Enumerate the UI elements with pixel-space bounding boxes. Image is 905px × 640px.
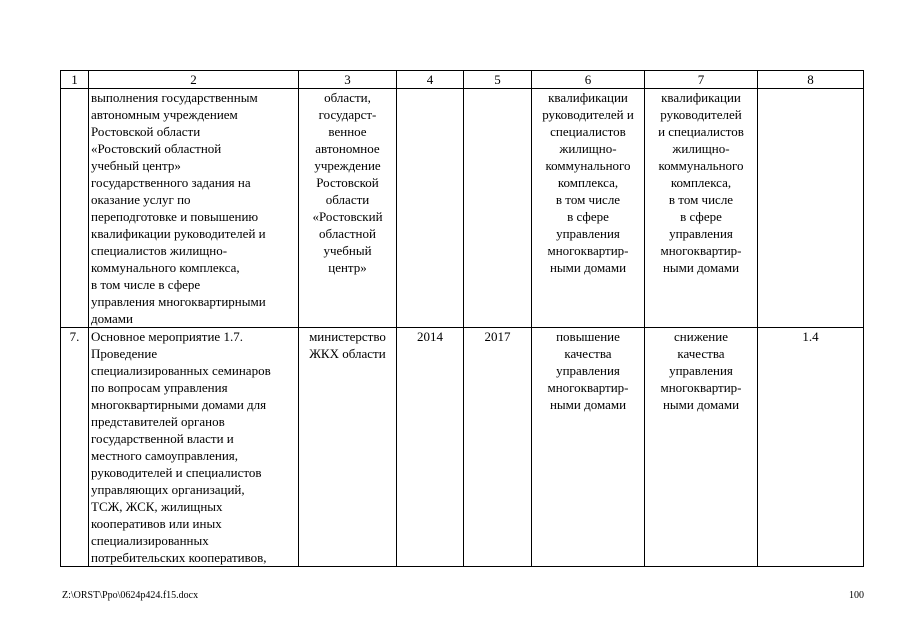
text-line: коммунального bbox=[658, 158, 744, 173]
text-line: Ростовской bbox=[316, 175, 379, 190]
end-year: 2017 bbox=[464, 328, 532, 567]
text-line: управляющих организаций, bbox=[91, 482, 245, 497]
text-line: по вопросам управления bbox=[91, 380, 228, 395]
text-line: потребительских кооперативов, bbox=[91, 550, 267, 565]
executor-cell bbox=[299, 328, 397, 567]
text-line: управления bbox=[556, 226, 620, 241]
text-line: автономное bbox=[315, 141, 380, 156]
text-line: коммунального комплекса, bbox=[91, 260, 240, 275]
text-line: венное bbox=[328, 124, 367, 139]
text-line: центр» bbox=[328, 260, 367, 275]
text-line: выполнения государственным bbox=[91, 90, 258, 105]
text-line: руководителей bbox=[660, 107, 742, 122]
text-line: областной bbox=[319, 226, 376, 241]
text-line: управления bbox=[669, 226, 733, 241]
text-line: ными домами bbox=[549, 397, 627, 412]
expected-result-cell bbox=[532, 328, 645, 567]
text-line: повышение bbox=[556, 329, 620, 344]
text-line: многоквартир- bbox=[660, 380, 742, 395]
text-line: области, bbox=[324, 90, 371, 105]
header-cell: 3 bbox=[299, 71, 397, 89]
text-line: министерство bbox=[309, 329, 386, 344]
header-cell: 4 bbox=[397, 71, 464, 89]
header-row bbox=[61, 71, 864, 89]
text-line: коммунального bbox=[545, 158, 631, 173]
text-line: снижение bbox=[674, 329, 728, 344]
text-line: специалистов жилищно- bbox=[91, 243, 228, 258]
text-line: многоквартир- bbox=[547, 380, 629, 395]
text-line: учебный центр» bbox=[91, 158, 181, 173]
text-line: местного самоуправления, bbox=[91, 448, 239, 463]
text-line: специализированных семинаров bbox=[91, 363, 271, 378]
text-line: Ростовской области bbox=[91, 124, 201, 139]
measures-table bbox=[60, 70, 864, 567]
table-row bbox=[61, 328, 864, 567]
text-line: области bbox=[325, 192, 370, 207]
text-line: специалистов bbox=[550, 124, 626, 139]
header-cell: 7 bbox=[645, 71, 758, 89]
expected-result-cell bbox=[532, 89, 645, 328]
text-line: управления bbox=[556, 363, 620, 378]
text-line: «Ростовский bbox=[312, 209, 383, 224]
text-line: домами bbox=[91, 311, 133, 326]
text-line: квалификации bbox=[661, 90, 741, 105]
page-number: 100 bbox=[849, 590, 864, 601]
text-line: в сфере bbox=[567, 209, 609, 224]
text-line: учебный bbox=[323, 243, 372, 258]
row-number: 7. bbox=[61, 328, 89, 567]
text-line: жилищно- bbox=[672, 141, 730, 156]
text-line: квалификации руководителей и bbox=[91, 226, 266, 241]
measure-name-cell bbox=[89, 328, 299, 567]
text-line: в сфере bbox=[680, 209, 722, 224]
text-line: в том числе в сфере bbox=[91, 277, 201, 292]
text-line: кооперативов или иных bbox=[91, 516, 222, 531]
text-line: в том числе bbox=[668, 192, 734, 207]
header-cell: 2 bbox=[89, 71, 299, 89]
text-line: учреждение bbox=[314, 158, 381, 173]
text-line: ными домами bbox=[549, 260, 627, 275]
text-line: представителей органов bbox=[91, 414, 225, 429]
text-line: специализированных bbox=[91, 533, 209, 548]
executor-cell bbox=[299, 89, 397, 328]
text-line: в том числе bbox=[555, 192, 621, 207]
text-line: автономным учреждением bbox=[91, 107, 238, 122]
text-line: комплекса, bbox=[670, 175, 732, 190]
start-year: 2014 bbox=[397, 328, 464, 567]
consequence-cell bbox=[645, 89, 758, 328]
text-line: руководителей и специалистов bbox=[91, 465, 262, 480]
text-line: ными домами bbox=[662, 260, 740, 275]
text-line: качества bbox=[677, 346, 725, 361]
text-line: управления bbox=[669, 363, 733, 378]
text-line: комплекса, bbox=[557, 175, 619, 190]
row-number bbox=[61, 89, 89, 328]
start-year bbox=[397, 89, 464, 328]
text-line: многоквартир- bbox=[547, 243, 629, 258]
indicator-cell bbox=[758, 89, 864, 328]
end-year bbox=[464, 89, 532, 328]
text-line: качества bbox=[564, 346, 612, 361]
text-line: управления многоквартирными bbox=[91, 294, 266, 309]
indicator-cell: 1.4 bbox=[758, 328, 864, 567]
header-cell: 8 bbox=[758, 71, 864, 89]
header-cell: 6 bbox=[532, 71, 645, 89]
text-line: «Ростовский областной bbox=[91, 141, 222, 156]
text-line: государст- bbox=[318, 107, 377, 122]
text-line: и специалистов bbox=[658, 124, 744, 139]
text-line: оказание услуг по bbox=[91, 192, 191, 207]
text-line: ЖКХ области bbox=[309, 346, 386, 361]
text-line: многоквартирными домами для bbox=[91, 397, 267, 412]
text-line: многоквартир- bbox=[660, 243, 742, 258]
measure-name-cell bbox=[89, 89, 299, 328]
consequence-cell bbox=[645, 328, 758, 567]
text-line: государственного задания на bbox=[91, 175, 251, 190]
text-line: государственной власти и bbox=[91, 431, 234, 446]
text-line: руководителей и bbox=[542, 107, 634, 122]
text-line: переподготовке и повышению bbox=[91, 209, 259, 224]
header-cell: 5 bbox=[464, 71, 532, 89]
text-line: ТСЖ, ЖСК, жилищных bbox=[91, 499, 223, 514]
text-line: Проведение bbox=[91, 346, 158, 361]
text-line: жилищно- bbox=[559, 141, 617, 156]
text-line: ными домами bbox=[662, 397, 740, 412]
header-cell: 1 bbox=[61, 71, 89, 89]
text-line: Основное мероприятие 1.7. bbox=[91, 329, 243, 344]
text-line: квалификации bbox=[548, 90, 628, 105]
table-row bbox=[61, 89, 864, 328]
file-path: Z:\ORST\Ppo\0624p424.f15.docx bbox=[62, 590, 199, 601]
